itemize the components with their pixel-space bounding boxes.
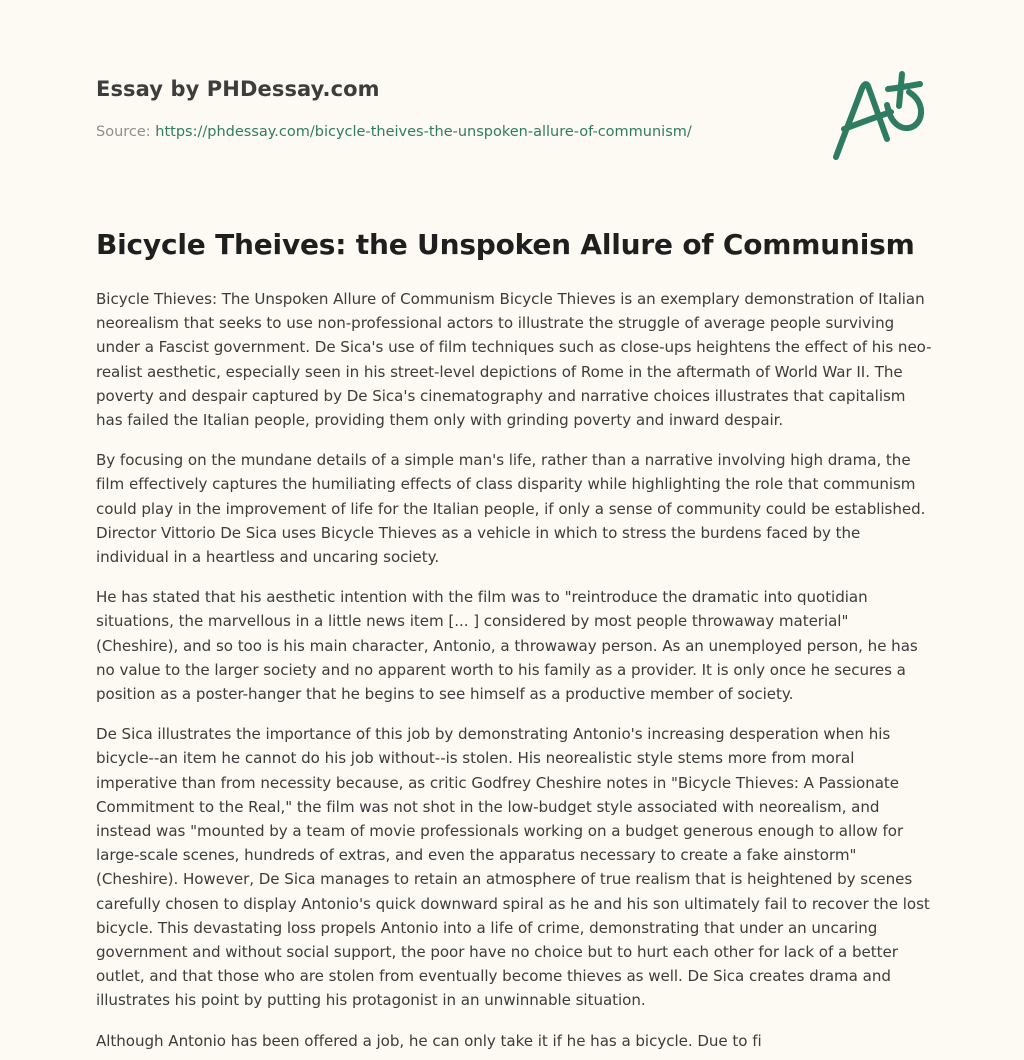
- essay-paragraph-2: By focusing on the mundane details of a simple man's life, rather than a narrative involving high drama, the film effectively captures the humiliating effects of class disparity while highlighting the role that communism could play in the improvement of life for the Italian people, if only a sense of community could be established. Director Vittorio De Sica uses Bicycle Thieves as a vehicle in which to stress the burdens faced by the individual in a heartless and uncaring society.: [96, 451, 926, 567]
- site-brand: Essay by PHDessay.com: [96, 77, 380, 101]
- a-plus-logo-icon: [830, 68, 930, 164]
- page-header: [96, 0, 928, 185]
- source-link[interactable]: https://phdessay.com/bicycle-theives-the-unspoken-allure-of-communism/: [155, 124, 692, 140]
- essay-paragraph-5: Although Antonio has been offered a job, he can only take it if he has a bicycle. Due to fi: [96, 1031, 762, 1050]
- source-label: Source:: [96, 124, 151, 140]
- essay-title: Bicycle Theives: the Unspoken Allure of Communism: [96, 228, 915, 261]
- essay-paragraph-4: De Sica illustrates the importance of this job by demonstrating Antonio's increasing desperation when his bicycle--an item he cannot do his job without--is stolen. His neorealistic style stems more from moral imperative than from necessity because, as critic Godfrey Cheshire notes in "Bicycle Thieves: A Passionate Commitment to the Real," the film was not shot in the low-budget style associated with neorealism, and instead was "mounted by a team of movie professionals working on a budget generous enough to allow for large-scale scenes, hundreds of extras, and even the apparatus necessary to create a fake ainstorm" (Cheshire). However, De Sica manages to retain an atmosphere of true realism that is heightened by scenes carefully chosen to display Antonio's quick downward spiral as he and his son ultimately fail to recover the lost bicycle. This devastating loss propels Antonio into a life of crime, demonstrating that under an uncaring government and without social support, the poor have no choice but to hurt each other for lack of a better outlet, and that those who are stolen from eventually become thieves as well. De Sica creates drama and illustrates his point by putting his protagonist in an unwinnable situation.: [96, 725, 930, 1010]
- essay-paragraph-1: Bicycle Thieves: The Unspoken Allure of Communism Bicycle Thieves is an exemplary demonstration of Italian neorealism that seeks to use non-professional actors to illustrate the struggle of average people surviving under a Fascist government. De Sica's use of film techniques such as close-ups heightens the effect of his neo-realist aesthetic, especially seen in his street-level depictions of Rome in the aftermath of World War II. The poverty and despair captured by De Sica's cinematography and narrative choices illustrates that capitalism has failed the Italian people, providing them only with grinding poverty and inward despair.: [96, 290, 932, 430]
- source-line: [96, 124, 692, 140]
- essay-paragraph-3: He has stated that his aesthetic intention with the film was to "reintroduce the dramatic into quotidian situations, the marvellous in a little news item [... ] considered by most people throwaway material" (Cheshire), and so too is his main character, Antonio, a throwaway person. As an unemployed person, he has no value to the larger society and no apparent worth to his family as a provider. It is only once he secures a position as a poster-hanger that he begins to see himself as a productive member of society.: [96, 588, 918, 704]
- essay-body: [96, 287, 934, 1053]
